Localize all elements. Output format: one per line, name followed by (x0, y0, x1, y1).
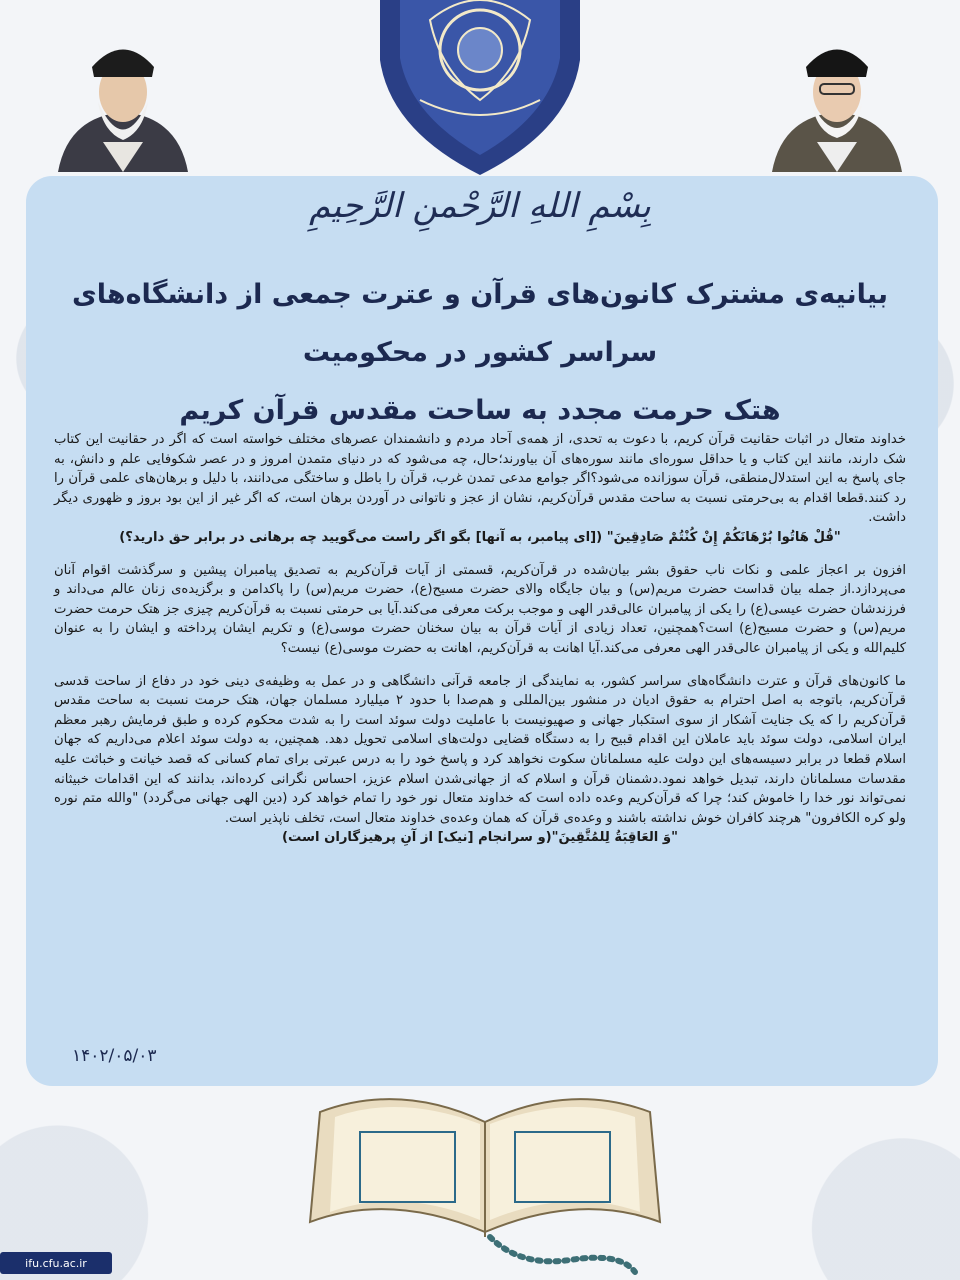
open-quran-illustration (290, 1022, 680, 1280)
title-line-2: هتک حرمت مجدد به ساحت مقدس قرآن کریم (179, 395, 781, 426)
paragraph-1-text: خداوند متعال در اثبات حقانیت قرآن کریم، با دعوت به تحدی، از همه‌ی آحاد مردم و دانشمندان عصرهای مختلف خواسته است که اگر در حقانیت این کتاب شک دارند، مانند این کتاب و یا حداقل سوره‌ای مانند سوره‌های آن بیاورند؛حال، چه می‌شود که در دنیای متمدن امروز و در عصر شکوفایی علم و دانش، به جای پاسخ به این استدلال‌منطقی، قرآن سوزانده می‌شود؟اگر جوامع مدعی تمدن غرب، قرآن را باطل و ساختگی می‌دانند، با دلیل و برهان‌های علمی قرآن را رد کنند.قطعا اقدام به بی‌حرمتی نسبت به ساحت مقدس قرآن‌کریم، نشان از عجز و ناتوانی در آوردن برهان است، که اگر غیر از این بود بروز و ظهوری دیگر داشت. (54, 432, 906, 526)
paragraph-1 (54, 430, 906, 548)
arabesque-ornament (370, 0, 590, 180)
title-line-1: بیانیه‌ی مشترک کانون‌های قرآن و عترت جمعی از دانشگاه‌های سراسر کشور در محکومیت (72, 279, 888, 368)
portrait-left (48, 22, 198, 172)
statement-date: ۱۴۰۲/۰۵/۰۳ (72, 1046, 157, 1066)
statement-title (60, 266, 900, 440)
paragraph-3 (54, 672, 906, 848)
paragraph-3-text: ما کانون‌های قرآن و عترت دانشگاه‌های سراسر کشور، به نمایندگی از جامعه قرآنی دانشگاهی و در عمل به وظیفه‌ی دینی خود در دفاع از ساحت قدسی قرآن‌کریم، باتوجه به اصل احترام به حقوق ادیان در منشور بین‌المللی و هم‌صدا با حدود ۲ میلیارد مسلمان جهان، هتک حرمت نسبت به ساحت مقدس قرآن‌کریم را که یک جنایت آشکار از سوی استکبار جهانی و صهیونیست با عاملیت دولت سوئد است را به شدت محکوم کرده و طبق فرمایش رهبر معظم ایران اسلامی، دولت سوئد باید عاملان این اقدام قبیح را به دستگاه قضایی دولت‌های اسلامی تحویل دهد. همچنین، به دولت سوئد اعلام می‌داریم که جهان اسلام قطعا در برابر دسیسه‌های این دولت علیه مسلمانان سکوت نخواهد کرد و پاسخ خود را به درس عبرتی برای تمام کسانی که قصد خیانت و خباثت علیه مقدسات مسلمانان دارند، تبدیل خواهد نمود.دشمنان قرآن و اسلام که از جهانی‌شدن اسلام عزیز، احساس نگرانی کرده‌اند، بدانند که این اقدامات خبیثانه نمی‌تواند نور خدا را خاموش کند؛ چرا که قرآن‌کریم وعده داده است که خداوند متعال نور خود را تمام خواهد کرد (دین الهی جهانی می‌گردد) "والله متم نوره ولو کره الکافرون" هرچند کافران خوش نداشته باشند و وعده‌ی قرآن که همان وعده‌ی خداوند متعال است، تخلف ناپذیر است. (54, 673, 906, 826)
paragraph-2: افزون بر اعجاز علمی و نکات ناب حقوق بشر بیان‌شده در قرآن‌کریم، قسمتی از آیات قرآن‌کریم به تصدیق پیامبران پیشین و سرگذشت اقوام آنان می‌پردازد.از جمله بیان قداست حضرت مریم(س) و بیان جایگاه والای حضرت مسیح(ع)، حضرت مریم(س) را پاکدامن و برگزیده‌ی زنان عالم می‌داند و فرزندشان حضرت عیسی(ع) را یکی از پیامبران عالی‌قدر الهی و موجب برکت معرفی می‌کند.آیا بی حرمتی نسبت به قرآن‌کریم چیزی جز هتک حرمت حضرت مریم(س) و حضرت مسیح(ع) است؟همچنین، تعداد زیادی از آیات قرآن به بیان سخنان حضرت موسی(ع) و تکریم ایشان پرداخته و ایشان را به عنوان کلیم‌الله و یکی از پیامبران عالی‌قدر الهی معرفی می‌کند.آیا اهانت به قرآن‌کریم، اهانت به حضرت موسی(ع) نیست؟ (54, 562, 906, 656)
basmala: بِسْمِ اللهِ الرَّحْمنِ الرَّحِيمِ (309, 186, 651, 226)
portrait-right (762, 22, 912, 172)
statement-body (54, 430, 906, 861)
site-logo-badge: ifu.cfu.ac.ir (0, 1252, 112, 1274)
quote-1: "قُلْ هَاتُوا بُرْهَانَكُمْ إِنْ كُنْتُمْ صَادِقِينَ" ([ای پیامبر، به آنها] بگو اگر راست می‌گویید چه برهانی در برابر حق دارید؟) (119, 529, 841, 545)
quote-2: "وَ العَاقِبَةُ لِلمُتَّقِينَ"(و سرانجام [نیک] از آنِ پرهیزگاران است) (282, 830, 678, 846)
